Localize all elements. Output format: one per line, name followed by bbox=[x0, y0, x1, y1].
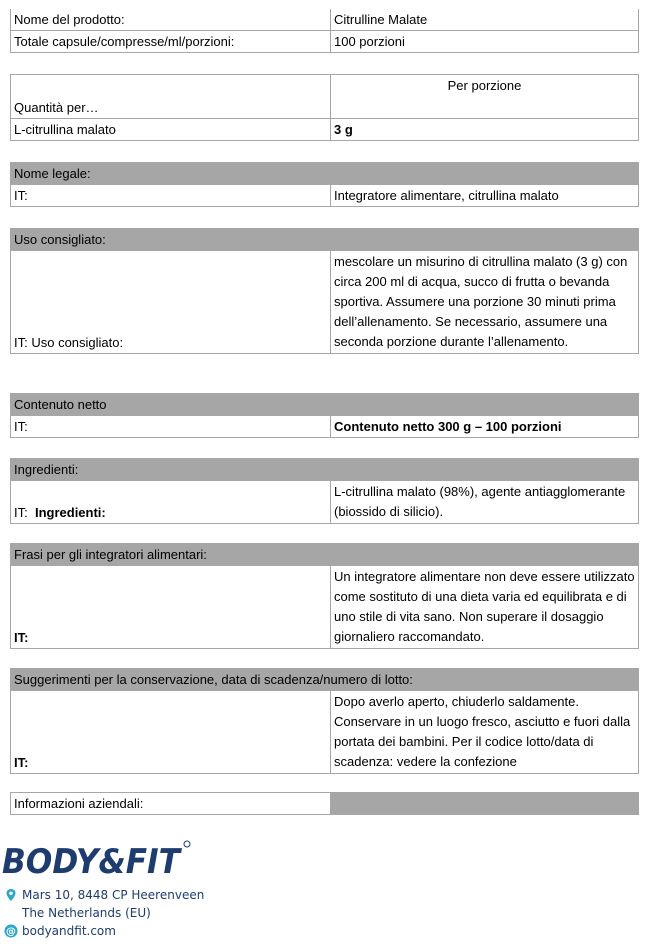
ingredients-label bbox=[11, 481, 331, 524]
product-info-table bbox=[10, 9, 639, 53]
phrases-label: IT: bbox=[11, 566, 331, 649]
storage-header: Suggerimenti per la conservazione, data di scadenza/numero di lotto: bbox=[11, 669, 639, 691]
per-serving-header: Per porzione bbox=[331, 75, 639, 119]
storage-table bbox=[10, 668, 639, 774]
address-line-1-row bbox=[4, 886, 204, 904]
net-content-header: Contenuto netto bbox=[11, 394, 639, 416]
company-value-cell bbox=[331, 793, 639, 815]
net-content-label: IT: bbox=[11, 416, 331, 438]
total-servings-label: Totale capsule/compresse/ml/porzioni: bbox=[11, 31, 331, 53]
usage-header: Uso consigliato: bbox=[11, 229, 639, 251]
product-name-value: Citrulline Malate bbox=[331, 9, 639, 31]
phrases-value: Un integratore alimentare non deve essere utilizzato come sostituto di una dieta varia ed equilibrata e di uno stile di vita sano. Non superare il dosaggio giornaliero raccomandato. bbox=[331, 566, 639, 649]
website-link[interactable]: bodyandfit.com bbox=[22, 924, 116, 938]
phrases-header: Frasi per gli integratori alimentari: bbox=[11, 544, 639, 566]
ingredients-label-prefix: IT: bbox=[14, 505, 28, 520]
usage-table bbox=[10, 228, 639, 354]
ingredients-label-bold: Ingredienti: bbox=[34, 505, 106, 520]
at-sign-icon bbox=[4, 924, 18, 938]
storage-label: IT: bbox=[11, 691, 331, 774]
legal-name-label: IT: bbox=[11, 185, 331, 207]
website-row bbox=[4, 922, 204, 940]
phrases-table bbox=[10, 543, 639, 649]
body-and-fit-logo bbox=[2, 838, 192, 883]
location-pin-icon bbox=[4, 888, 18, 902]
usage-value: mescolare un misurino di citrullina malato (3 g) con circa 200 ml di acqua, succo di frutta o bevanda sportiva. Assumere una porzione 30 minuti prima dell’allenamento. Se necessario, assumere una seconda porzione durante l’allenamento. bbox=[331, 251, 639, 354]
address-line-2: The Netherlands (EU) bbox=[22, 906, 151, 920]
company-header: Informazioni aziendali: bbox=[11, 793, 331, 815]
legal-name-value: Integratore alimentare, citrullina malato bbox=[331, 185, 639, 207]
net-content-value: Contenuto netto 300 g – 100 porzioni bbox=[331, 416, 639, 438]
quantity-label: Quantità per… bbox=[11, 75, 331, 119]
quantity-table bbox=[10, 74, 639, 141]
net-content-table bbox=[10, 393, 639, 438]
legal-name-header: Nome legale: bbox=[11, 163, 639, 185]
ingredients-header: Ingredienti: bbox=[11, 459, 639, 481]
company-table bbox=[10, 792, 639, 815]
address-line-1: Mars 10, 8448 CP Heerenveen bbox=[22, 888, 205, 902]
ingredients-table bbox=[10, 458, 639, 524]
total-servings-value: 100 porzioni bbox=[331, 31, 639, 53]
usage-label: IT: Uso consigliato: bbox=[11, 251, 331, 354]
storage-value: Dopo averlo aperto, chiuderlo saldamente. Conservare in un luogo fresco, asciutto e fuori dalla portata dei bambini. Per il codice lotto/data di scadenza: vedere la confezione bbox=[331, 691, 639, 774]
svg-text:@: @ bbox=[6, 926, 16, 938]
ingredients-value: L-citrullina malato (98%), agente antiagglomerante (biossido di silicio). bbox=[331, 481, 639, 524]
svg-text:BODY&FIT: BODY&FIT bbox=[2, 842, 183, 880]
product-name-label: Nome del prodotto: bbox=[11, 9, 331, 31]
legal-name-table bbox=[10, 162, 639, 207]
company-address bbox=[4, 886, 204, 940]
citrulline-row-label: L-citrullina malato bbox=[11, 119, 331, 141]
citrulline-row-value: 3 g bbox=[331, 119, 639, 141]
